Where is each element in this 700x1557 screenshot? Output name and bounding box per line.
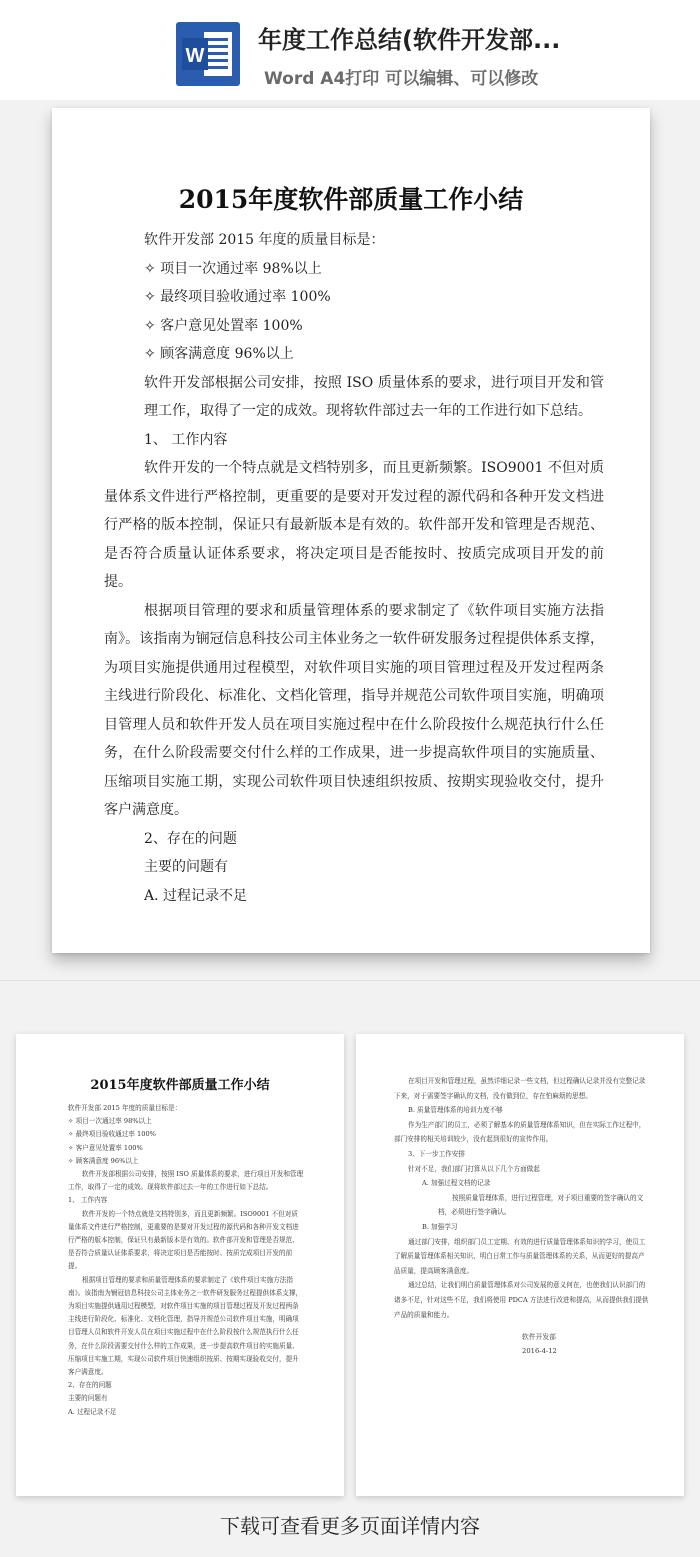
sub-heading: A. 加强过程文档的记录 bbox=[422, 1179, 491, 1188]
bullet-item: ✧ 最终项目验收通过率 100% bbox=[68, 1130, 156, 1139]
problem-item: A. 过程记录不足 bbox=[144, 887, 248, 904]
svg-text:W: W bbox=[185, 45, 205, 67]
divider bbox=[0, 980, 700, 981]
bullet-item: ✧ 客户意见处置率 100% bbox=[144, 317, 303, 334]
doc-body bbox=[104, 226, 604, 910]
doc-title: 2015年度软件部质量工作小结 bbox=[178, 185, 524, 214]
bullet-item: ✧ 项目一次通过率 98%以上 bbox=[144, 260, 322, 277]
paragraph: 按照质量管理体系，进行过程管理，对于项目重要的签字确认的文档，必须进行签字确认。 bbox=[438, 1193, 644, 1217]
paragraph: 软件开发的一个特点就是文档特别多，而且更新频繁。ISO9001 不但对质量体系文件进行严格控制，更重要的是要对开发过程的源代码和各种开发文档进行严格的版本控制，保证只有最新版本是有效的。软件部开发和管理是否规范、是否符合质量认证体系要求，将决定项目是否能按时、按质完成项目开发的前提。 bbox=[104, 460, 604, 590]
problems-intro: 主要的问题有 bbox=[144, 859, 228, 875]
header bbox=[0, 0, 700, 100]
section-heading: 2、存在的问题 bbox=[144, 830, 237, 847]
document-title: 年度工作总结(软件开发部... bbox=[258, 26, 561, 54]
problem-item: A. 过程记录不足 bbox=[68, 1407, 117, 1416]
paragraph: 根据项目管理的要求和质量管理体系的要求制定了《软件项目实施方法指南》。该指南为锎冠信息科技公司主体业务之一软件研发服务过程提供体系支撑，为项目实施提供通用过程模型，对软件项目实施的项目管理过程及开发过程两条主线进行阶段化、标准化、文档化管理，指导并规范公司软件项目实施，明确项目管理人员和软件开发人员在项目实施过程中在什么阶段按什么规范执行什么任务，在什么阶段需要交付什么样的工作成果，进一步提高软件项目的实施质量、压缩项目实施工期，实现公司软件项目快速组织按质、按期实现验收交付，提升客户满意度。 bbox=[68, 1275, 303, 1377]
signature: 软件开发部 bbox=[522, 1333, 556, 1341]
bullet-item: ✧ 项目一次通过率 98%以上 bbox=[68, 1117, 152, 1126]
sub-heading: B. 加强学习 bbox=[422, 1222, 458, 1231]
word-doc-icon bbox=[176, 22, 240, 86]
bullet-item: ✧ 顾客满意度 96%以上 bbox=[68, 1156, 139, 1165]
paragraph: 软件开发的一个特点就是文档特别多，而且更新频繁。ISO9001 不但对质量体系文件进行严格控制，更重要的是要对开发过程的源代码和各种开发文档进行严格的版本控制，保证只有最新版本是有效的。软件部开发和管理是否规范、是否符合质量认证体系要求，将决定项目是否能按时、按质完成项目开发的前提。 bbox=[68, 1209, 299, 1271]
intro-line: 软件开发部 2015 年度的质量目标是： bbox=[144, 232, 385, 248]
paragraph: 通过总结，让我们明白质量管理体系对公司发展的意义何在，也使我们认识部门的诸多不足，针对这些不足，我们将使用 PDCA 方法进行改进和提高，从而提供我们提供产品的质量和能力。 bbox=[394, 1281, 649, 1319]
page-preview-main[interactable] bbox=[52, 108, 650, 953]
paragraph: 根据项目管理的要求和质量管理体系的要求制定了《软件项目实施方法指南》。该指南为锎冠信息科技公司主体业务之一软件研发服务过程提供体系支撑，为项目实施提供通用过程模型，对软件项目实施的项目管理过程及开发过程两条主线进行阶段化、标准化、文档化管理，指导并规范公司软件项目实施，明确项目管理人员和软件开发人员在项目实施过程中在什么阶段按什么规范执行什么任务，在什么阶段需要交付什么样的工作成果，进一步提高软件项目的实施质量、压缩项目实施工期，实现公司软件项目快速组织按质、按期实现验收交付，提升客户满意度。 bbox=[104, 602, 604, 818]
paragraph: 在项目开发和管理过程，虽然详细记录一些文档，但过程确认记录并没有完整记录下来，对于需要签字确认的文档，没有做到位，存在怕麻烦的思想。 bbox=[394, 1077, 646, 1100]
page-thumbnail-1[interactable] bbox=[16, 1034, 344, 1496]
section-heading: 2、存在的问题 bbox=[68, 1381, 112, 1390]
section-heading: 3、下一步工作安排 bbox=[408, 1149, 465, 1158]
section-heading: 1、 工作内容 bbox=[144, 431, 228, 448]
thumb-body bbox=[68, 1102, 304, 1419]
problems-intro: 主要的问题有 bbox=[68, 1394, 108, 1403]
paragraph: 软件开发部根据公司安排，按照 ISO 质量体系的要求，进行项目开发和管理工作，取得了一定的成效。现将软件部过去一年的工作进行如下总结。 bbox=[144, 374, 604, 419]
document-subtitle: Word A4打印 可以编辑、可以修改 bbox=[264, 69, 539, 89]
thumb-body bbox=[394, 1074, 650, 1322]
paragraph: 作为生产部门的员工，必须了解基本的质量管理体系知识，但在实际工作过程中，部门安排的相关培训较少，没有起到很好的宣传作用。 bbox=[394, 1120, 646, 1144]
page-thumbnail-2[interactable] bbox=[356, 1034, 684, 1496]
bullet-item: ✧ 最终项目验收通过率 100% bbox=[144, 289, 331, 305]
paragraph: 软件开发部根据公司安排，按照 ISO 质量体系的要求，进行项目开发和管理工作，取得了一定的成效。现将软件部过去一年的工作进行如下总结。 bbox=[68, 1170, 304, 1192]
section-heading: 1、 工作内容 bbox=[68, 1196, 108, 1205]
signature-block bbox=[522, 1330, 557, 1358]
paragraph: 针对不足，我们部门打算从以下几个方面做起 bbox=[408, 1164, 540, 1173]
section-heading: B. 质量管理体系的培训力度不够 bbox=[408, 1106, 503, 1115]
download-more-link[interactable]: 下载可查看更多页面详情内容 bbox=[220, 1514, 480, 1538]
bullet-item: ✧ 顾客满意度 96%以上 bbox=[144, 346, 294, 362]
intro-line: 软件开发部 2015 年度的质量目标是： bbox=[68, 1104, 182, 1112]
paragraph: 通过部门安排，组织部门员工定期、有效的进行质量管理体系知识的学习，使员工了解质量管理体系相关知识，明白日常工作与质量管理体系的关系，从而更好的提高产品质量，提高顾客满意度。 bbox=[394, 1237, 646, 1275]
thumb-doc-title: 2015年度软件部质量工作小结 bbox=[90, 1078, 270, 1093]
date: 2016-4-12 bbox=[522, 1347, 557, 1355]
bullet-item: ✧ 客户意见处置率 100% bbox=[68, 1143, 143, 1152]
